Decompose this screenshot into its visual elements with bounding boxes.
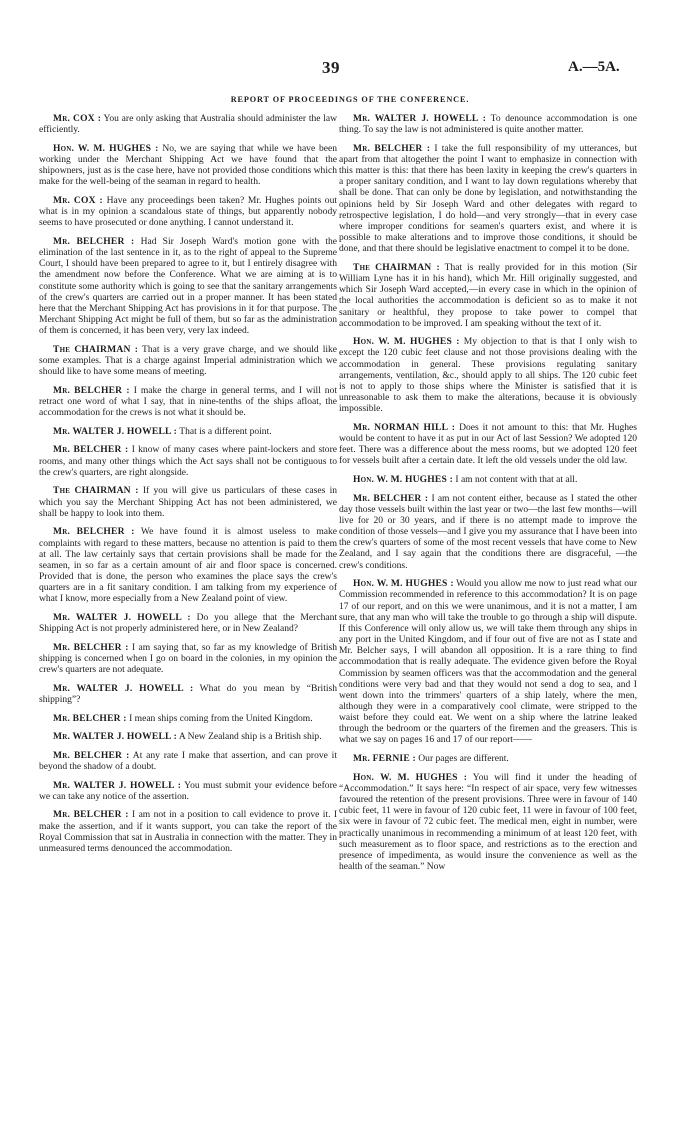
speech-paragraph: [39, 236, 337, 336]
speaker-name: Mr. BELCHER :: [53, 235, 135, 247]
speech-text: I make the charge in general terms, and I will not retract one word of what I say, that in nine-tenths of the ships afloat, the accommodation for the crews is not what it should be.: [39, 384, 337, 419]
speech-text: I know of many cases where paint-lockers and store rooms, and many other things which the Act says shall not be contiguous to the crew's quarters, are right alongside.: [39, 444, 338, 478]
page-reference: A.—5A.: [568, 59, 620, 75]
speaker-name: Mr. BELCHER :: [353, 492, 429, 504]
speaker-name: The CHAIRMAN :: [53, 485, 139, 497]
speaker-name: Mr. BELCHER :: [53, 444, 129, 456]
speaker-name: Hon. W. M. HUGHES :: [353, 336, 460, 348]
speech-paragraph: [39, 113, 337, 135]
speech-text: Our pages are different.: [418, 753, 509, 765]
speech-paragraph: [39, 612, 337, 634]
speech-paragraph: [339, 474, 637, 485]
speech-paragraph: [39, 485, 337, 518]
speech-paragraph: [39, 780, 337, 802]
speaker-name: Hon. W. M. HUGHES :: [353, 474, 453, 486]
speech-text: Do you allege that the Merchant Shipping Act is not properly administered here, or in New Zealand?: [39, 611, 338, 635]
speaker-name: Mr. BELCHER :: [353, 142, 431, 154]
speech-paragraph: [339, 772, 637, 872]
speech-paragraph: [339, 578, 637, 745]
speaker-name: Mr. BELCHER :: [53, 384, 130, 396]
speaker-name: Mr. WALTER J. HOWELL :: [353, 113, 487, 124]
speech-paragraph: [39, 731, 337, 742]
speech-text: I am not content with that at all.: [455, 474, 578, 486]
speech-text: My objection to that is that I only wish to except the 120 cubic feet clause and not those provisions dealing with the accommodation in general. These provisions regulating sanitary arrangements, ventilation, &c., should apply to all ships. The 120 cubic feet is not to apply to those ships where the Minister is satisfied that it is unreasonable to ask them to make the alterations, because it is obviously impossible.: [339, 336, 637, 415]
speaker-name: Mr. BELCHER :: [53, 809, 129, 821]
left-column: [39, 113, 337, 862]
speaker-name: Mr. NORMAN HILL :: [353, 421, 456, 433]
speaker-name: Mr. WALTER J. HOWELL :: [53, 425, 178, 437]
speech-paragraph: [39, 385, 337, 418]
speaker-name: Hon. W. M. HUGHES :: [353, 578, 454, 590]
page-number: 39: [322, 58, 340, 77]
speech-paragraph: [339, 753, 637, 764]
speech-text: I am not content either, because as I stated the other day those vessels built within the last year or two—the last few months—will live for 20 or 30 years, and if there is no attempt made to improve the condition of those vessels—and I give you my assurance that I have been into the crew's quarters of some of the most recent vessels that have come to New Zealand, and I say again that the conditions there are disgraceful, —the crew's conditions.: [339, 492, 638, 571]
speech-paragraph: [39, 143, 337, 188]
speech-text: A New Zealand ship is a British ship.: [178, 731, 322, 743]
speaker-name: Mr. COX :: [53, 113, 102, 124]
speaker-name: Mr. WALTER J. HOWELL :: [53, 779, 182, 791]
speech-paragraph: [39, 444, 337, 477]
speech-paragraph: [39, 750, 337, 772]
speaker-name: Mr. WALTER J. HOWELL :: [53, 682, 194, 694]
report-title: REPORT OF PROCEEDINGS OF THE CONFERENCE.: [230, 95, 470, 104]
speech-text: That is a very grave charge, and we should like some examples. That is a charge against Imperial administration which we should like to have some means of meeting.: [39, 343, 338, 378]
speech-text: We have found it is almost useless to make complaints with regard to these matters, because no attention is paid to them at all. The law certainly says that certain provisions shall be made for the seamen, in so far as a certain amount of air and floor space is concerned. Provided that is done, the person who examines the place says the crew's quarters are in a fit sanitary condition. I am talking from my experience of what I know, more especially from a New Zealand point of view.: [39, 526, 337, 605]
speech-text: To denounce accommodation is one thing. To say the law is not administered is quite another matter.: [339, 113, 637, 136]
speech-paragraph: [39, 526, 337, 604]
speech-text: Would you allow me now to just read what our Commission recommended in reference to this accommodation? It is on page 17 of our report, and on this we were unanimous, and it is not a matter, I am sure, that any man who will take the trouble to go through a ship will dispute. If this Conference will only allow us, we will take them through any ships in any port in the United Kingdom, and if four out of five are not as I state and Mr. Belcher says, I will abandon all opposition. It is a rare thing to find accommodation that is really adequate. The evidence given before the Royal Commission by seamen officers was that the accommodation and the general conditions were very bad and that they would not send a dog to sea, and I went down into the trimmers' quarters of a ship lately, where the men, although they were in a comparatively cool climate, were stripped to the waist before they could eat. We went on a ship where the latrine leaked through the bedroom or the quarters of the firemen and the greasers. This is what we say on pages 16 and 17 of our report——: [339, 578, 638, 746]
speech-text: Had Sir Joseph Ward's motion gone with the elimination of the last sentence in it, as to the right of appeal to the Supreme Court, I should have been prepared to agree to it, but I entirely disagree with the amendment now before the Conference. What we are aiming at is to constitute some authority which is going to see that the sanitary arrangements of the crew's quarters are carried out in a proper manner. It has been stated here that the Merchant Shipping Act has provisions in it for that purpose. The Merchant Shipping Act might be full of them, but so far as the administration of them is concerned, it has been very, very lax indeed.: [39, 235, 338, 337]
speech-text: You must submit your evidence before we can take any notice of the assertion.: [39, 779, 337, 802]
speech-text: Does it not amount to this: that Mr. Hughes would be content to have it as put in our Act of last Session? We adopted 120 feet. There was a difference about the mess rooms, but we adopted 120 feet for vessels built after a certain date. It left the old vessels under the old law.: [339, 421, 637, 467]
speech-text: I am saying that, so far as my knowledge of British shipping is concerned when I go on board in the colonies, in my opinion the crew's quarters are not adequate.: [39, 641, 337, 676]
speech-text: At any rate I make that assertion, and can prove it beyond the shadow of a doubt.: [39, 749, 337, 772]
speech-text: No, we are saying that while we have been working under the Merchant Shipping Act we have found that the shipowners, just as is the case here, have not provided those conditions which make for the well-being of the seaman in regard to health.: [39, 142, 337, 188]
speech-text: Have any proceedings been taken? Mr. Hughes points out what is in my opinion a scandalous state of things, but apparently nobody seems to have prosecuted or done anything. I cannot understand it.: [39, 194, 338, 229]
speaker-name: The CHAIRMAN :: [53, 343, 139, 355]
speech-text: That is a different point.: [179, 425, 272, 437]
speaker-name: Mr. WALTER J. HOWELL :: [53, 611, 191, 623]
speech-paragraph: [339, 493, 637, 571]
speech-text: If you will give us particulars of these cases in which you say the Merchant Shipping Act has not been administered, we shall be happy to look into them.: [39, 485, 338, 519]
speaker-name: Mr. BELCHER :: [53, 641, 129, 653]
speech-text: You will find it under the heading of “Accommodation.” It says here: “In respect of air space, very few witnesses favoured the retention of the present provisions. Three were in favour of 140 cubic feet, 11 were in favour of 120 cubic feet, 11 were in favour of 100 feet, six were in favour of 72 cubic feet. The medical men, eight in number, were practically unanimous in recommending a minimum of at least 120 feet, with such measurement as to floor space, and restrictions as to the erection and presence of impedimenta, as would insure the convenience as well as the health of the seaman.” Now: [339, 771, 637, 873]
speech-paragraph: [339, 143, 637, 255]
speech-paragraph: [339, 262, 637, 329]
speaker-name: Mr. BELCHER :: [53, 526, 135, 538]
speech-paragraph: [39, 426, 337, 437]
speaker-name: Mr. WALTER J. HOWELL :: [53, 731, 178, 743]
speech-paragraph: [39, 344, 337, 377]
speech-text: That is really provided for in this motion (Sir William Lyne has it in his hand), which Mr. Hill originally suggested, and which Sir Joseph Ward accepted,—in every case in which in the opinion of the local authorities the accommodation is deficient so as to make it not sanitary or healthful, they propose to take power to compel that accommodation to be improved. I am speaking without the text of it.: [339, 261, 638, 329]
speech-paragraph: [339, 113, 637, 135]
speaker-name: The CHAIRMAN :: [353, 261, 440, 273]
speech-text: I take the full responsibility of my utterances, but apart from that altogether the point I want to emphasize in connection with this matter is this: that there has been laxity in keeping the crew's quarters in a proper sanitary condition, and I want to lay down regulations whereby that shall be done. That can only be done by legislation, and notwithstanding the opinions held by Sir Joseph Ward and other delegates with regard to retrospective legislation, I do hold—and very strongly—that in every case where improper conditions for seamen's quarters exist, and where it is possible to make alterations and to improve those conditions, it should be done, and that there should be legislative enactment to compel it to be done.: [339, 142, 637, 255]
speech-text: You are only asking that Australia should administer the law efficiently.: [39, 113, 337, 136]
speaker-name: Mr. FERNIE :: [353, 753, 416, 765]
speaker-name: Hon. W. M. HUGHES :: [53, 142, 159, 154]
speaker-name: Hon. W. M. HUGHES :: [353, 771, 468, 783]
speaker-name: Mr. BELCHER :: [53, 749, 130, 761]
speech-paragraph: [39, 642, 337, 675]
speech-paragraph: [339, 336, 637, 414]
right-column: [339, 113, 637, 880]
speech-text: I am not in a position to call evidence to prove it. I make the assertion, and if it wants support, you can take the report of the Royal Commission that sat in Australia in connection with the matter. They in unmeasured terms denounced the accommodation.: [39, 809, 338, 854]
speech-paragraph: [39, 809, 337, 854]
speech-paragraph: [39, 713, 337, 724]
speech-text: What do you mean by “British shipping”?: [39, 682, 337, 705]
speech-paragraph: [39, 195, 337, 228]
speaker-name: Mr. COX :: [53, 194, 103, 206]
speech-text: I mean ships coming from the United Kingdom.: [129, 712, 313, 724]
speaker-name: Mr. BELCHER :: [53, 712, 127, 724]
speech-paragraph: [339, 422, 637, 467]
speech-paragraph: [39, 683, 337, 705]
